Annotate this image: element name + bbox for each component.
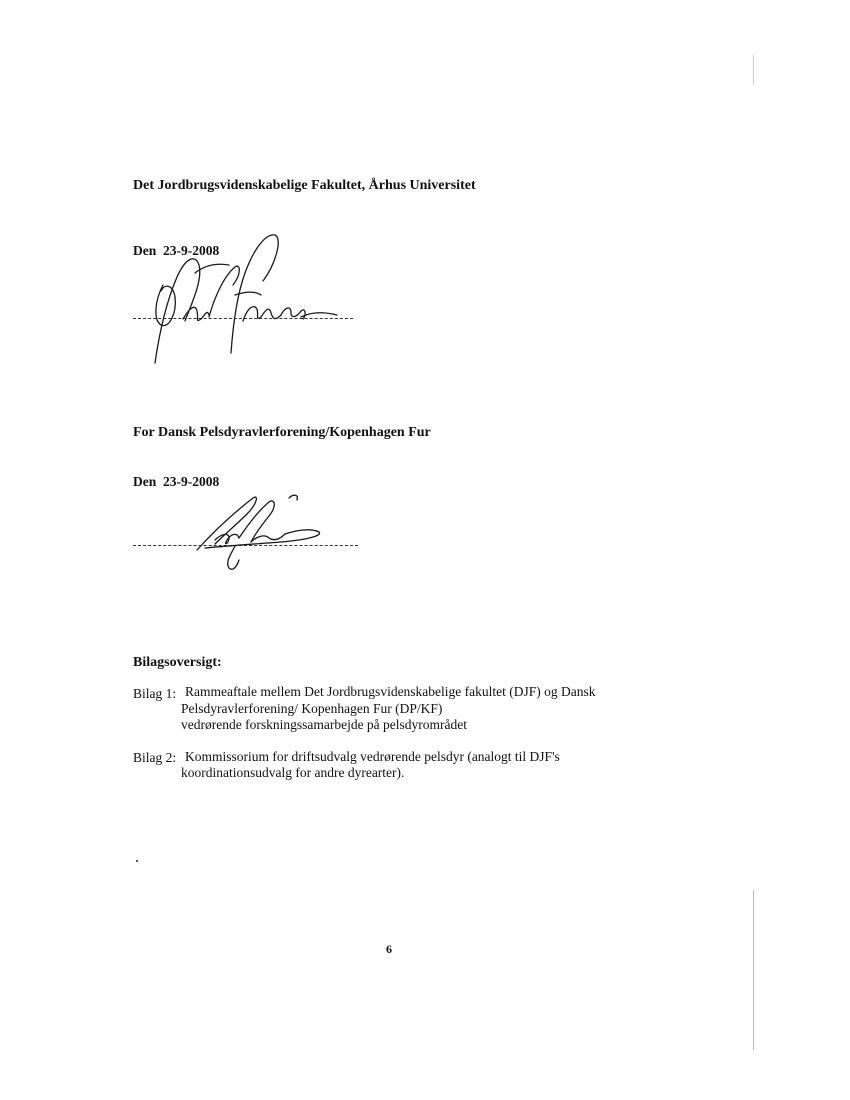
scan-edge-line-bottom [753,890,754,1050]
faculty-date: 23-9-2008 [163,243,220,258]
faculty-signature [125,225,345,365]
page-number: 6 [386,942,392,956]
faculty-heading: Det Jordbrugsvidenskabelige Fakultet, Århus Universitet [133,178,476,193]
attachment-1-line-3: vedrørende forskningssamarbejde på pelsdyrområdet [181,717,468,732]
scan-edge-line-top [753,55,754,85]
scan-speck [136,860,138,862]
attachment-2-line-2: koordinationsudvalg for andre dyrearter). [181,765,405,780]
faculty-date-prefix: Den [133,243,157,258]
attachment-1-line-1: Rammeaftale mellem Det Jordbrugsvidenskabelige fakultet (DJF) og Dansk [185,684,596,699]
attachment-1-label: Bilag 1: [133,686,177,701]
attachment-2-label: Bilag 2: [133,750,177,765]
attachment-2-line-1: Kommissorium for driftsudvalg vedrørende pelsdyr (analogt til DJF's [185,749,560,764]
association-date-prefix: Den [133,474,157,489]
attachments-heading: Bilagsoversigt: [133,655,222,670]
association-heading: For Dansk Pelsdyravlerforening/Kopenhagen Fur [133,425,431,440]
association-signature [185,490,345,580]
attachment-1-line-2: Pelsdyravlerforening/ Kopenhagen Fur (DP/KF) [181,701,443,716]
association-date: 23-9-2008 [163,474,220,489]
association-date-line [133,474,219,490]
